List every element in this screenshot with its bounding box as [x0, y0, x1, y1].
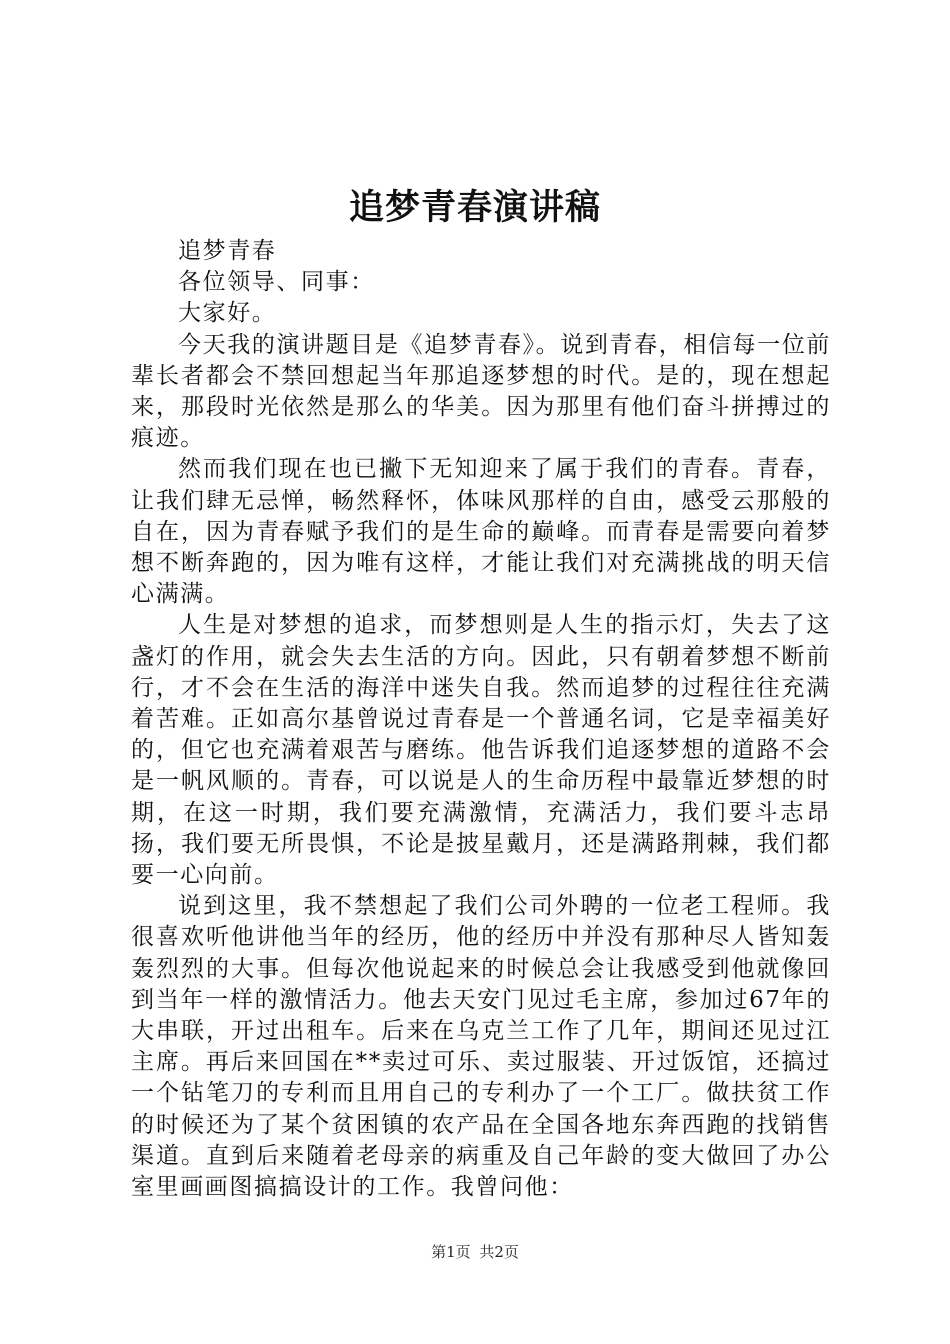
- paragraph-salutation: 各位领导、同事：: [178, 269, 375, 296]
- paragraph: 人生是对梦想的追求，而梦想则是人生的指示灯，失去了这盏灯的作用，就会失去生活的方向。因此，只有朝着梦想不断前行，才不会在生活的海洋中迷失自我。然而追梦的过程往往充满着苦难。正如高尔基曾说过青春是一个普通名词，它是幸福美好的，但它也充满着艰苦与磨练。他告诉我们追逐梦想的道路不会是一帆风顺的。青春，可以说是人的生命历程中最靠近梦想的时期，在这一时期，我们要充满激情，充满活力，我们要斗志昂扬，我们要无所畏惧，不论是披星戴月，还是满路荆棘，我们都要一心向前。: [131, 612, 831, 889]
- document-title: 追梦青春演讲稿: [348, 187, 601, 228]
- page-footer: [0, 1242, 950, 1262]
- paragraph: 今天我的演讲题目是《追梦青春》。说到青春，相信每一位前辈长者都会不禁回想起当年那追逐梦想的时代。是的，现在想起来，那段时光依然是那么的华美。因为那里有他们奋斗拼搏过的痕迹。: [131, 331, 831, 452]
- paragraph-heading: 追梦青春: [178, 238, 277, 264]
- page-number-total: 共2页: [479, 1243, 519, 1261]
- paragraph-greeting: 大家好。: [178, 300, 277, 327]
- document-body: [131, 236, 831, 1203]
- paragraph: 然而我们现在也已撇下无知迎来了属于我们的青春。青春，让我们肆无忌惮，畅然释怀，体味风那样的自由，感受云那般的自在，因为青春赋予我们的是生命的巅峰。而青春是需要向着梦想不断奔跑的，因为唯有这样，才能让我们对充满挑战的明天信心满满。: [131, 456, 831, 608]
- paragraph: 说到这里，我不禁想起了我们公司外聘的一位老工程师。我很喜欢听他讲他当年的经历，他的经历中并没有那种尽人皆知轰轰烈烈的大事。但每次他说起来的时候总会让我感受到他就像回到当年一样的激情活力。他去天安门见过毛主席，参加过67年的大串联，开过出租车。后来在乌克兰工作了几年，期间还见过江主席。再后来回国在**卖过可乐、卖过服装、开过饭馆，还搞过一个钻笔刀的专利而且用自己的专利办了一个工厂。做扶贫工作的时候还为了某个贫困镇的农产品在全国各地东奔西跑的找销售渠道。直到后来随着老母亲的病重及自己年龄的变大做回了办公室里画画图搞搞设计的工作。我曾问他：: [131, 893, 831, 1201]
- page-number-current: 第1页: [431, 1243, 471, 1261]
